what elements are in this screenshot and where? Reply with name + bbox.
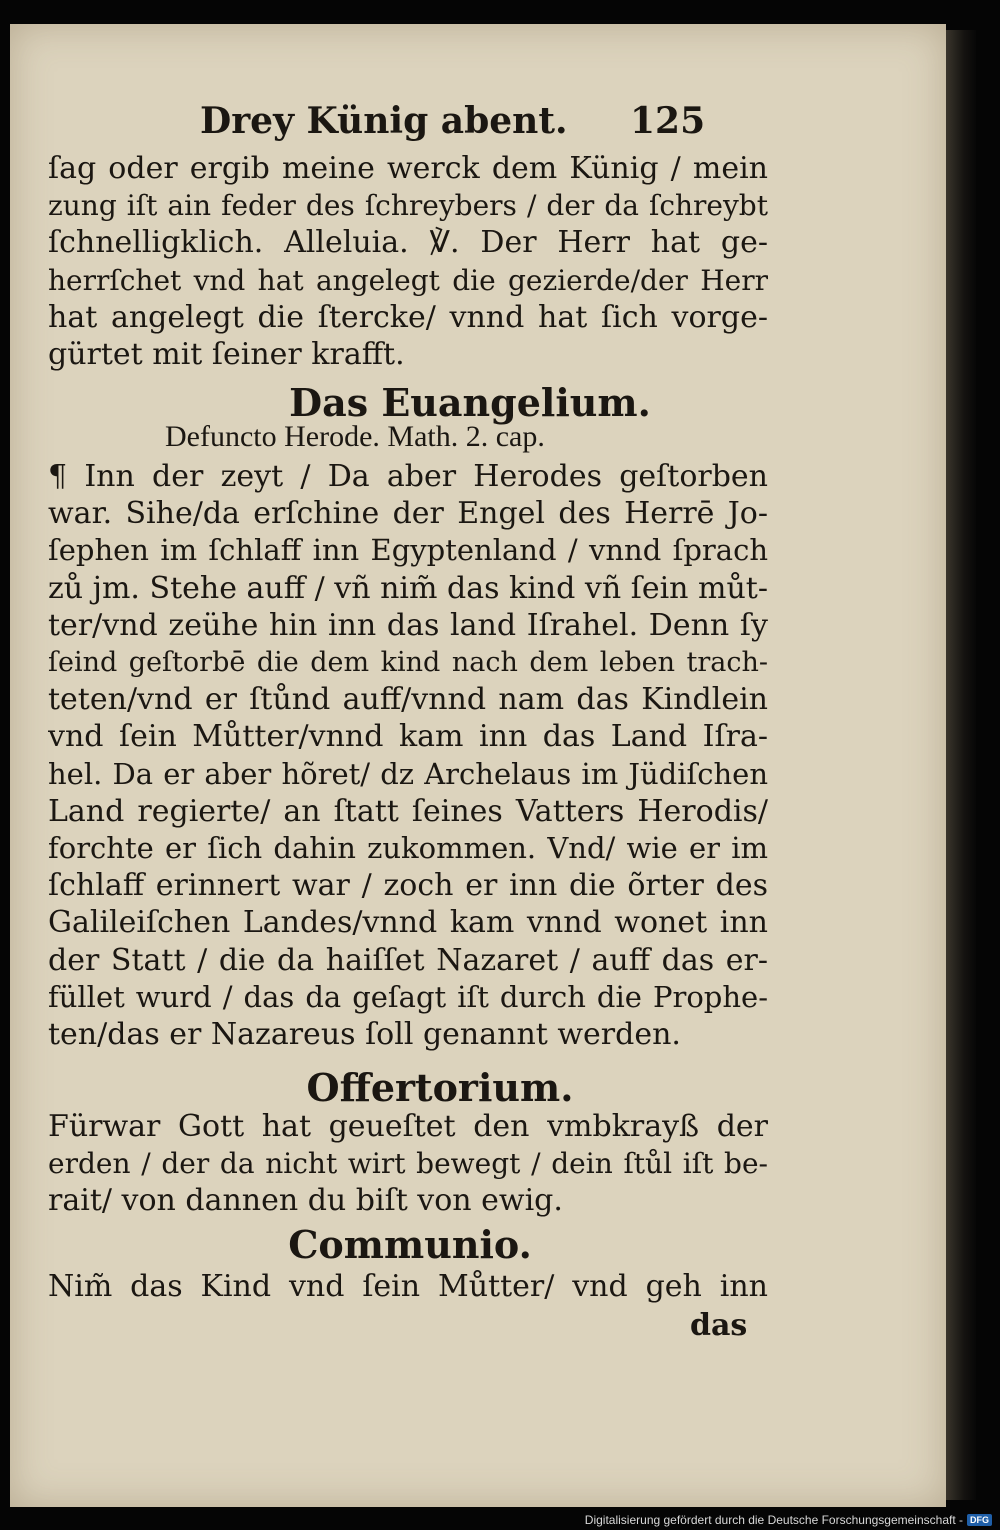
page-number: 125 xyxy=(630,100,706,142)
catchword: das xyxy=(690,1308,748,1343)
running-title: Drey Künig abent. xyxy=(200,100,568,142)
text-line: rait/ von dannen du biſt von ewig. xyxy=(48,1183,563,1219)
communion-text xyxy=(48,1268,768,1305)
text-line: Fürwar Gott hat geueſtet den vmbkrayß der xyxy=(48,1109,768,1144)
text-line: teten/vnd er ſtůnd auff/vnnd nam das Kindlein xyxy=(48,682,768,718)
gospel-heading: Das Euangelium. xyxy=(289,380,651,425)
footer-credit xyxy=(585,1513,992,1527)
text-line: füllet wurd / das da geſagt iſt durch die Prophe- xyxy=(48,979,768,1014)
text-line: Land regierte/ an ſtatt ſeines Vatters Herodis/ xyxy=(48,793,768,829)
text-line: ſchlaff erinnert war / zoch er inn die õrter des xyxy=(48,868,768,904)
offertory-heading: Offertorium. xyxy=(306,1065,574,1110)
communion-heading: Communio. xyxy=(288,1222,532,1267)
text-line: Nim̃ das Kind vnd ſein Můtter/ vnd geh inn xyxy=(48,1269,768,1304)
text-line: ¶ Inn der zeyt / Da aber Herodes geſtorben xyxy=(48,459,768,494)
gospel-subheading: Defuncto Herode. Math. 2. cap. xyxy=(165,420,545,453)
text-line: gürtet mit ſeiner krafft. xyxy=(48,337,405,373)
text-line: ter/vnd zeühe hin inn das land Iſrahel. Denn ſy xyxy=(48,607,768,643)
text-line: hat angelegt die ſtercke/ vnnd hat ſich vorge- xyxy=(48,299,768,335)
text-line: vnd ſein Můtter/vnnd kam inn das Land Iſra- xyxy=(48,719,768,755)
book-edge xyxy=(946,30,976,1500)
offertory-text xyxy=(48,1108,768,1220)
text-line: forchte er ſich dahin zukommen. Vnd/ wie er im xyxy=(48,831,768,866)
text-line: ten/das er Nazareus ſoll genannt werden. xyxy=(48,1017,681,1053)
footer-credit-text: Digitalisierung gefördert durch die Deutsche Forschungsgemeinschaft - xyxy=(584,1513,963,1527)
text-line: ſag oder ergib meine werck dem Künig / mein xyxy=(48,151,768,186)
intro-text xyxy=(48,150,768,373)
gospel-text xyxy=(48,458,768,1053)
text-line: herrſchet vnd hat angelegt die gezierde/der Herr xyxy=(48,263,768,297)
text-line: ſephen im ſchlaff inn Egyptenland / vnnd ſprach xyxy=(48,533,768,568)
text-line: Galileiſchen Landes/vnnd kam vnnd wonet inn xyxy=(48,905,768,941)
text-line: erden / der da nicht wirt bewegt / dein ſtůl iſt be- xyxy=(48,1147,768,1181)
text-line: ſeind geſtorbē die dem kind nach dem leben trach- xyxy=(48,647,768,679)
dfg-logo: DFG xyxy=(967,1514,992,1526)
text-line: war. Sihe/da erſchine der Engel des Herrē Jo- xyxy=(48,496,768,532)
text-line: zů jm. Stehe auff / vñ nim̃ das kind vñ ſein můt- xyxy=(48,570,768,606)
text-line: zung iſt ain feder des ſchreybers / der da ſchreybt xyxy=(48,189,768,223)
text-line: hel. Da er aber hõret/ dz Archelaus im Jüdiſchen xyxy=(48,756,768,791)
text-line: der Statt / die da haiſſet Nazaret / auff das er- xyxy=(48,942,768,978)
text-line: ſchnelligklich. Alleluia. ℣. Der Herr hat ge- xyxy=(48,225,768,261)
